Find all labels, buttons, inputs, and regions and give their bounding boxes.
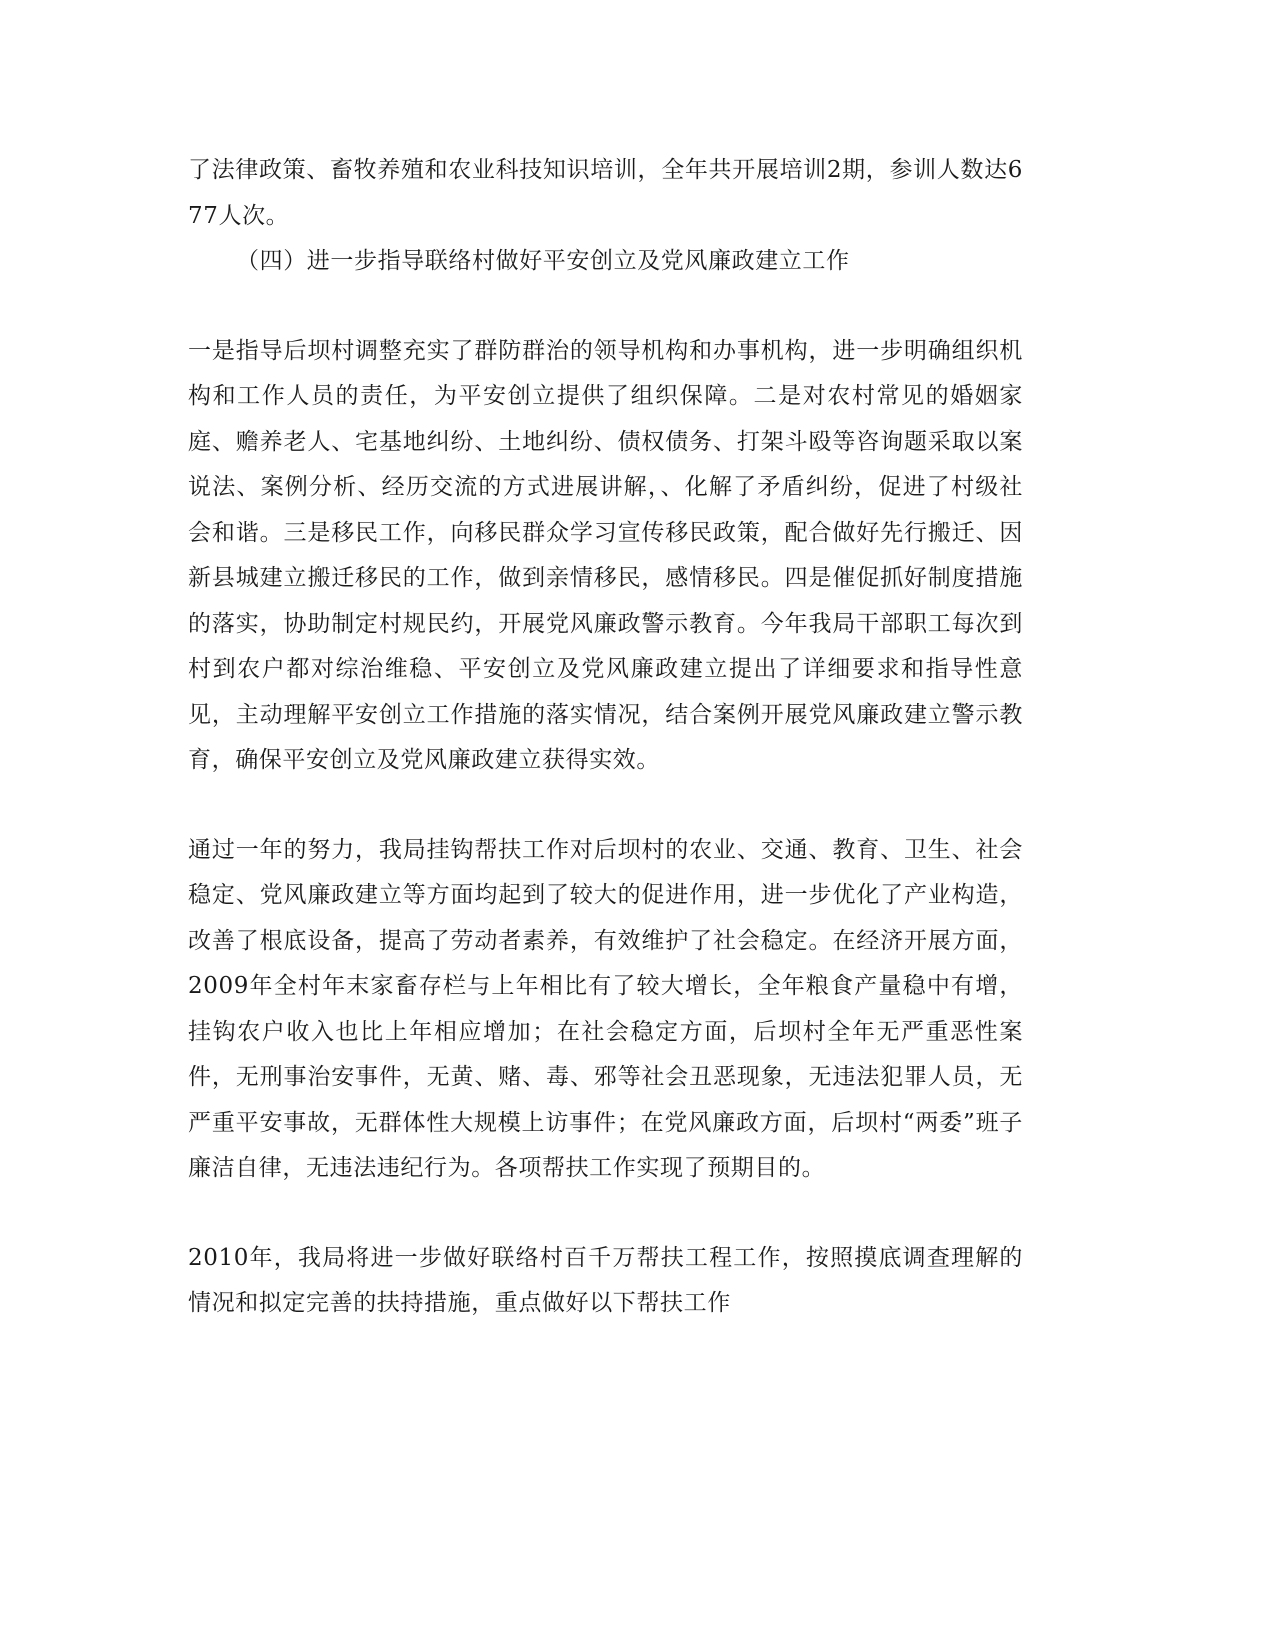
paragraph-training-continued: 了法律政策、畜牧养殖和农业科技知识培训，全年共开展培训2期，参训人数达677人次。 xyxy=(188,157,1023,229)
paragraph-annual-results: 通过一年的努力，我局挂钩帮扶工作对后坝村的农业、交通、教育、卫生、社会稳定、党风廉政建立等方面均起到了较大的促进作用，进一步优化了产业构造，改善了根底设备，提高了劳动者素养，有效维护了社会稳定。在经济开展方面，2009年全村年末家畜存栏与上年相比有了较大增长，全年粮食产量稳中有增，挂钩农户收入也比上年相应增加；在社会稳定方面，后坝村全年无严重恶性案件，无刑事治安事件，无黄、赌、毒、邪等社会丑恶现象，无违法犯罪人员，无严重平安事故，无群体性大规模上访事件；在党风廉政方面，后坝村“两委”班子廉洁自律，无违法违纪行为。各项帮扶工作实现了预期目的。 xyxy=(188,836,1023,1181)
paragraph-spacer xyxy=(188,285,1023,329)
paragraph-spacer xyxy=(188,784,1023,828)
paragraph-safety-work: 一是指导后坝村调整充实了群防群治的领导机构和办事机构，进一步明确组织机构和工作人员的责任，为平安创立提供了组织保障。二是对农村常见的婚姻家庭、赡养老人、宅基地纠纷、土地纠纷、债权债务、打架斗殴等咨询题采取以案说法、案例分析、经历交流的方式进展讲解，、化解了矛盾纠纷，促进了村级社会和谐。三是移民工作，向移民群众学习宣传移民政策，配合做好先行搬迁、因新县城建立搬迁移民的工作，做到亲情移民，感情移民。四是催促抓好制度措施的落实，协助制定村规民约，开展党风廉政警示教育。今年我局干部职工每次到村到农户都对综治维稳、平安创立及党风廉政建立提出了详细要求和指导性意见，主动理解平安创立工作措施的落实情况，结合案例开展党风廉政建立警示教育，确保平安创立及党风廉政建立获得实效。 xyxy=(188,337,1023,773)
paragraph-spacer xyxy=(188,1192,1023,1236)
section-heading-4: （四）进一步指导联络村做好平安创立及党风廉政建立工作 xyxy=(236,248,850,274)
paragraph-2010-plan: 2010年，我局将进一步做好联络村百千万帮扶工程工作，按照摸底调查理解的情况和拟定完善的扶持措施，重点做好以下帮扶工作 xyxy=(188,1244,1023,1316)
document-page xyxy=(188,148,1023,1327)
